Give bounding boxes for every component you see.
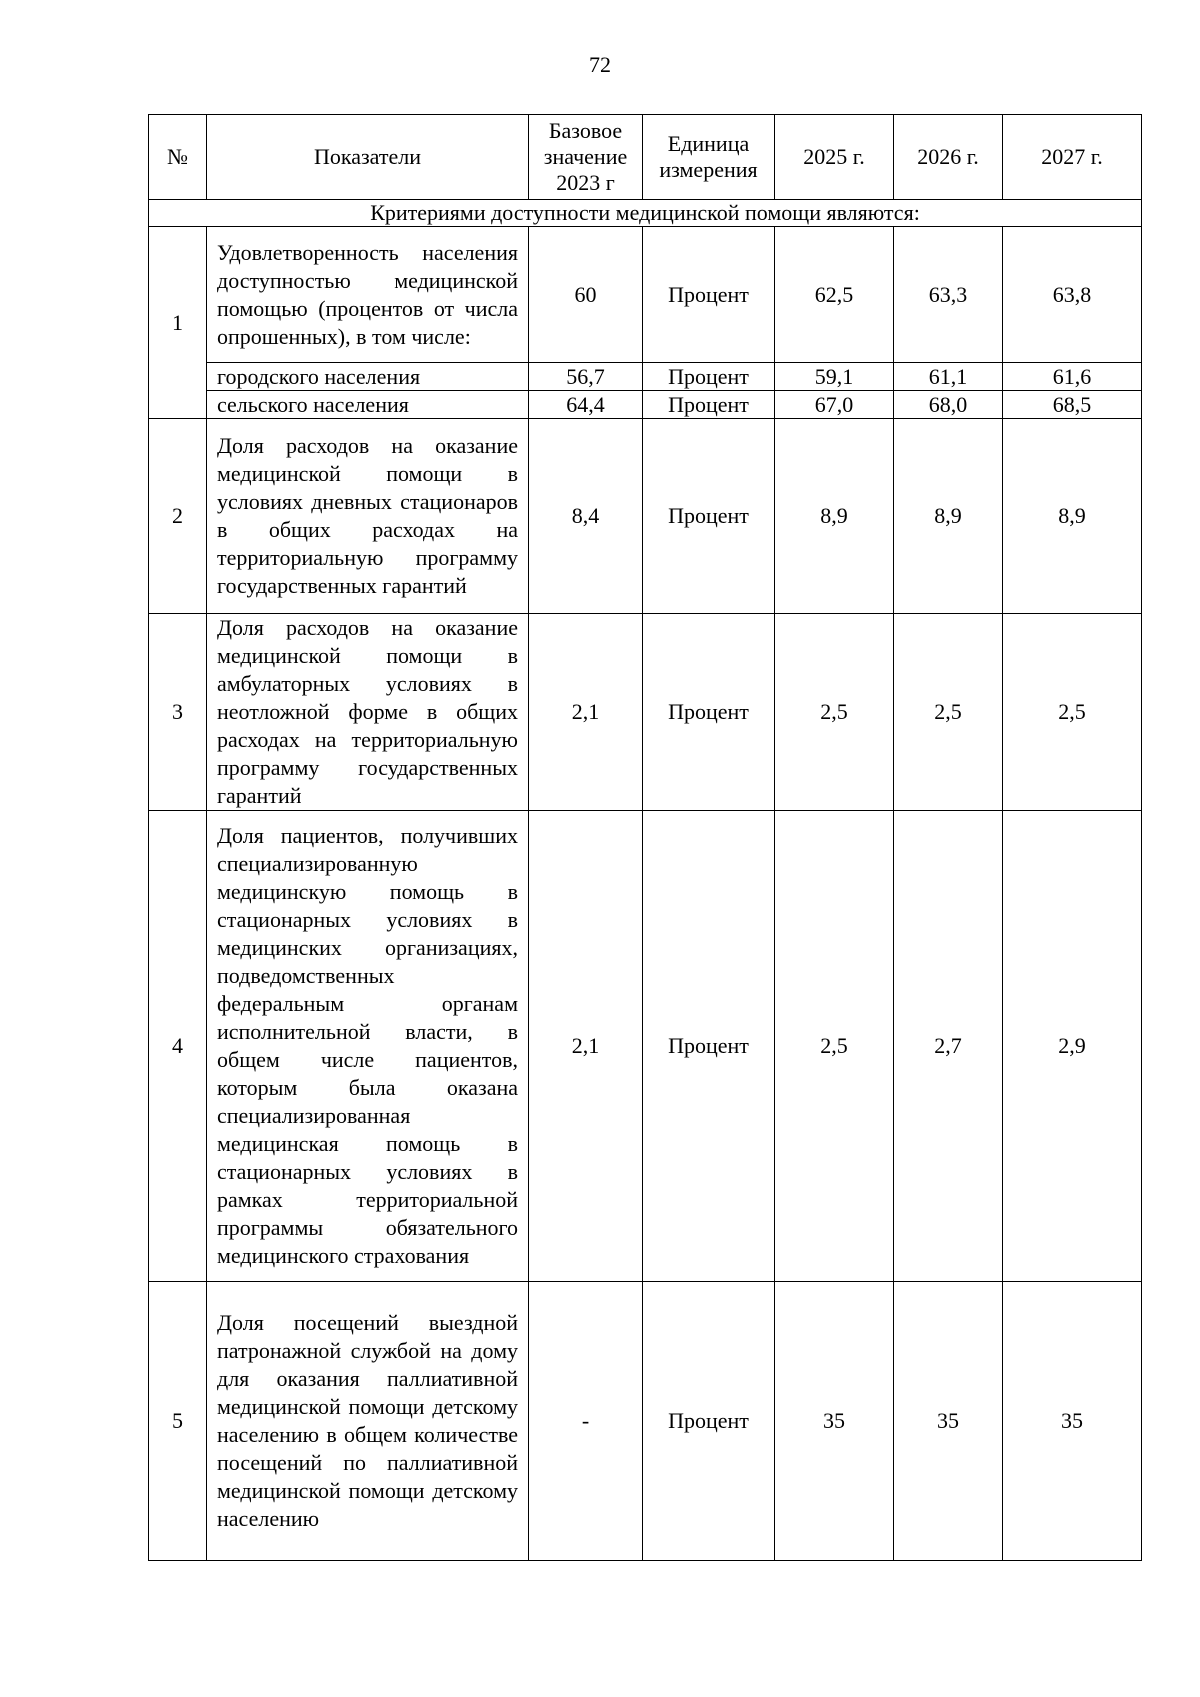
row-unit: Процент xyxy=(643,1282,775,1561)
row-num: 3 xyxy=(149,614,207,811)
row-num: 5 xyxy=(149,1282,207,1561)
row-2026: 35 xyxy=(894,1282,1003,1561)
subrow-indicator: городского населения xyxy=(207,363,529,391)
row-indicator: Доля расходов на оказание медицинской помощи в амбулаторных условиях в неотложной форме в общих расходах на территориальную программу государственных гарантий xyxy=(207,614,529,811)
row-2027: 35 xyxy=(1003,1282,1142,1561)
header-2026: 2026 г. xyxy=(894,115,1003,200)
subrow-2027: 68,5 xyxy=(1003,391,1142,419)
header-indicator: Показатели xyxy=(207,115,529,200)
header-unit: Единица измерения xyxy=(643,115,775,200)
table-subrow xyxy=(149,391,1142,419)
row-unit: Процент xyxy=(643,614,775,811)
subrow-indicator: сельского населения xyxy=(207,391,529,419)
header-num: № xyxy=(149,115,207,200)
table-row xyxy=(149,811,1142,1282)
row-num: 4 xyxy=(149,811,207,1282)
table-header-row xyxy=(149,115,1142,200)
subrow-2026: 68,0 xyxy=(894,391,1003,419)
table-row xyxy=(149,227,1142,363)
row-indicator: Удовлетворенность населения доступностью медицинской помощью (процентов от числа опрошенных), в том числе: xyxy=(207,227,529,363)
row-2027: 2,9 xyxy=(1003,811,1142,1282)
subrow-base: 64,4 xyxy=(529,391,643,419)
table-row xyxy=(149,1282,1142,1561)
subrow-2026: 61,1 xyxy=(894,363,1003,391)
subrow-2027: 61,6 xyxy=(1003,363,1142,391)
row-base: - xyxy=(529,1282,643,1561)
row-unit: Процент xyxy=(643,811,775,1282)
header-base: Базовое значение 2023 г xyxy=(529,115,643,200)
row-2025: 35 xyxy=(775,1282,894,1561)
row-unit: Процент xyxy=(643,419,775,614)
subrow-base: 56,7 xyxy=(529,363,643,391)
header-2027: 2027 г. xyxy=(1003,115,1142,200)
row-base: 8,4 xyxy=(529,419,643,614)
subrow-unit: Процент xyxy=(643,363,775,391)
row-num: 1 xyxy=(149,227,207,419)
section-title-row xyxy=(149,200,1142,227)
row-2025: 2,5 xyxy=(775,614,894,811)
row-2025: 8,9 xyxy=(775,419,894,614)
row-2025: 62,5 xyxy=(775,227,894,363)
row-unit: Процент xyxy=(643,227,775,363)
row-2026: 2,7 xyxy=(894,811,1003,1282)
section-title: Критериями доступности медицинской помощи являются: xyxy=(149,200,1142,227)
table-row xyxy=(149,419,1142,614)
row-indicator: Доля расходов на оказание медицинской помощи в условиях дневных стационаров в общих расходах на территориальную программу государственных гарантий xyxy=(207,419,529,614)
table-row xyxy=(149,614,1142,811)
row-indicator: Доля посещений выездной патронажной службой на дому для оказания паллиативной медицинской помощи детскому населению в общем количестве посещений по паллиативной медицинской помощи детскому населению xyxy=(207,1282,529,1561)
table-subrow xyxy=(149,363,1142,391)
row-base: 2,1 xyxy=(529,614,643,811)
row-2027: 63,8 xyxy=(1003,227,1142,363)
row-2026: 63,3 xyxy=(894,227,1003,363)
row-indicator: Доля пациентов, получивших специализированную медицинскую помощь в стационарных условиях в медицинских организациях, подведомственных федеральным органам исполнительной власти, в общем числе пациентов, которым была оказана специализированная медицинская помощь в стационарных условиях в рамках территориальной программы обязательного медицинского страхования xyxy=(207,811,529,1282)
row-2026: 8,9 xyxy=(894,419,1003,614)
row-2027: 8,9 xyxy=(1003,419,1142,614)
row-2026: 2,5 xyxy=(894,614,1003,811)
row-2027: 2,5 xyxy=(1003,614,1142,811)
header-2025: 2025 г. xyxy=(775,115,894,200)
subrow-2025: 59,1 xyxy=(775,363,894,391)
row-base: 60 xyxy=(529,227,643,363)
page-number: 72 xyxy=(589,52,611,77)
row-num: 2 xyxy=(149,419,207,614)
subrow-2025: 67,0 xyxy=(775,391,894,419)
row-2025: 2,5 xyxy=(775,811,894,1282)
indicators-table xyxy=(148,114,1142,1561)
row-base: 2,1 xyxy=(529,811,643,1282)
subrow-unit: Процент xyxy=(643,391,775,419)
